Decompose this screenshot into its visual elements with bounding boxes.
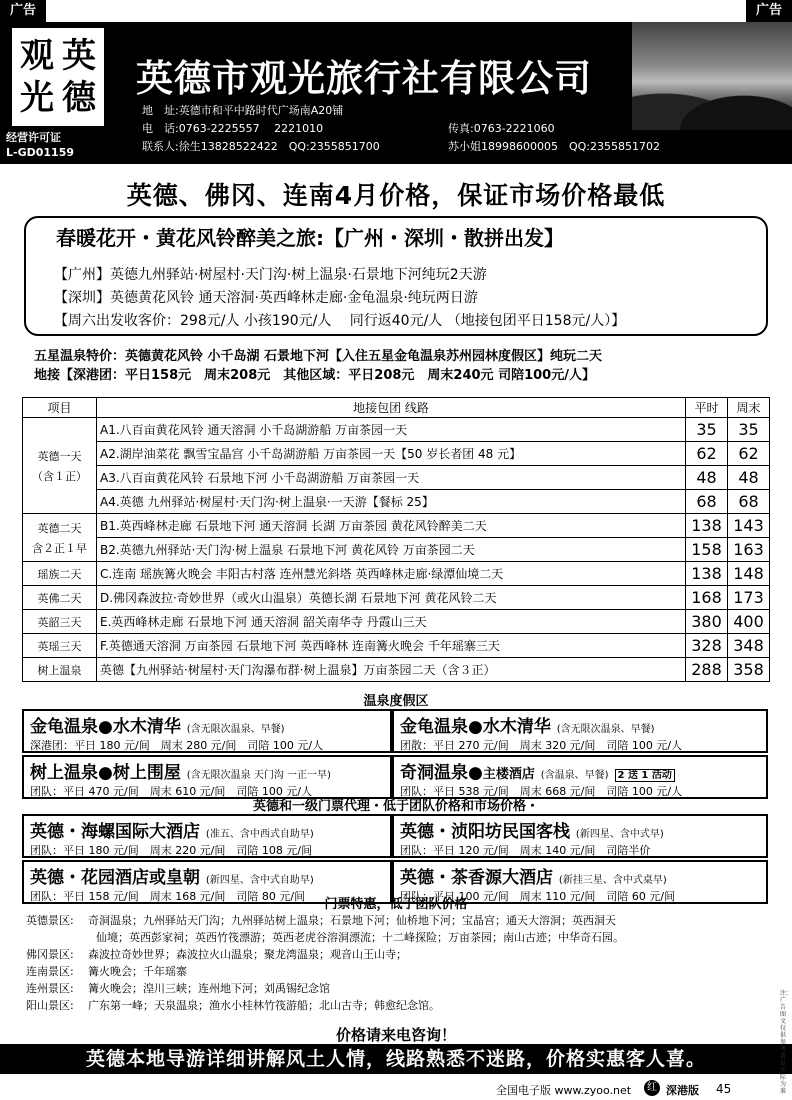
tour-line: 【深圳】英德黄花风铃 通天溶洞·英西峰林走廊·金龟温泉·纯玩两日游 xyxy=(54,290,478,306)
company-logo: 观 英光 德 xyxy=(12,28,104,126)
weekday-price: 138 xyxy=(686,514,728,538)
table-row xyxy=(23,562,770,586)
hot-spring-card: 金龟温泉●水木清华 (含无限次温泉、早餐) 深港团：平日 180 元/间 周末 280 元/间 司陪 100 元/人 xyxy=(22,709,392,753)
hotels-title: 英德和一级门票代理・低于团队价格和市场价格・ xyxy=(252,799,539,814)
contact-1: 联系人:徐生13828522422 QQ:2355851700 xyxy=(142,140,380,153)
contact-2: 苏小姐18998600005 QQ:2355851702 xyxy=(448,140,660,153)
special-offer: 五星温泉特价：英德黄花风铃 小千岛湖 石景地下河【入住五星金龟温泉苏州园林度假区】纯玩二天 xyxy=(34,349,603,364)
route-line: A4.英德 九州驿站·树屋村·天门沟·树上温泉·一天游【餐标 25】 xyxy=(97,490,686,514)
scenery-photo xyxy=(632,22,792,130)
route-group: 英德二天 含２正１早 xyxy=(23,514,97,562)
weekend-price: 143 xyxy=(728,514,770,538)
ticket-row: 连州景区: 篝火晚会；湟川三峡；连州地下河；刘禹锡纪念馆 xyxy=(26,982,330,995)
route-line: B1.英西峰林走廊 石景地下河 通天溶洞 长湖 万亩茶园 黄花风铃醉美二天 xyxy=(97,514,686,538)
route-line: A3.八百亩黄花风铃 石景地下河 小千岛湖游船 万亩茶园一天 xyxy=(97,466,686,490)
fax: 传真:0763-2221060 xyxy=(448,122,555,135)
table-row xyxy=(23,466,770,490)
route-line: D.佛冈森波拉·奇妙世界（或火山温泉）英德长湖 石景地下河 黄花风铃二天 xyxy=(97,586,686,610)
weekday-price: 138 xyxy=(686,562,728,586)
route-price-table xyxy=(22,397,770,682)
ticket-row: 英德景区: 奇洞温泉；九州驿站天门沟；九州驿站树上温泉；石景地下河；仙桥地下河；宝晶宫；通天大溶洞；英西洞天 xyxy=(26,914,616,927)
weekday-price: 288 xyxy=(686,658,728,682)
weekend-price: 62 xyxy=(728,442,770,466)
hotel-card: 英德・浈阳坊民国客栈 (新四星、含中式早) 团队：平日 120 元/间 周末 140 元/间 司陪半价 xyxy=(392,814,768,858)
weekday-price: 380 xyxy=(686,610,728,634)
tickets-title: 门票特惠，低于团队价格 xyxy=(324,897,468,912)
route-line: A2.湖岸油菜花 飘雪宝晶宫 小千岛湖游船 万亩茶园一天【50 岁长者团 48 元】 xyxy=(97,442,686,466)
featured-tour-title: 春暖花开・黄花风铃醉美之旅:【广州・深圳・散拼出发】 xyxy=(56,226,564,250)
ticket-list xyxy=(26,912,766,1014)
col-header: 周末 xyxy=(728,398,770,418)
company-header xyxy=(0,22,792,164)
ticket-row: 阳山景区: 广东第一峰；天泉温泉；渔水小桂林竹筏游船；北山古寺；韩愈纪念馆。 xyxy=(26,999,440,1012)
weekend-price: 173 xyxy=(728,586,770,610)
section-label: 深港版 xyxy=(666,1084,699,1097)
phone: 电 话:0763-2225557 2221010 xyxy=(142,122,324,135)
weekday-price: 62 xyxy=(686,442,728,466)
col-header: 平时 xyxy=(686,398,728,418)
weekend-price: 48 xyxy=(728,466,770,490)
table-row xyxy=(23,538,770,562)
route-group: 英德一天 （含１正） xyxy=(23,418,97,514)
headline: 英德、佛冈、连南4月价格，保证市场价格最低 xyxy=(126,181,666,210)
route-group: 英韶三天 xyxy=(23,610,97,634)
weekday-price: 168 xyxy=(686,586,728,610)
weekday-price: 35 xyxy=(686,418,728,442)
tour-line: 【周六出发收客价：298元/人 小孩190元/人 同行返40元/人 （地接包团平日158元/人）】 xyxy=(54,313,626,329)
hotel-card: 英德・茶香源大酒店 (新挂三星、含中式桌早) 团队：平日 100 元/间 周末 110 元/间 司陪 60 元/间 xyxy=(392,860,768,904)
ad-label-right: 广告 xyxy=(746,0,792,22)
table-row xyxy=(23,418,770,442)
weekday-price: 328 xyxy=(686,634,728,658)
tour-line: 【广州】英德九州驿站·树屋村·天门沟·树上温泉·石景地下河纯玩2天游 xyxy=(54,267,487,283)
weekend-price: 163 xyxy=(728,538,770,562)
route-line: 英德【九州驿站·树屋村·天门沟瀑布群·树上温泉】万亩茶园二天（含３正） xyxy=(97,658,686,682)
table-row xyxy=(23,634,770,658)
table-row xyxy=(23,514,770,538)
company-name: 英德市观光旅行社有限公司 xyxy=(136,56,592,100)
special-offer: 地接【深港团：平日158元 周末208元 其他区域：平日208元 周末240元 司陪100元/人】 xyxy=(34,368,595,383)
route-line: A1.八百亩黄花风铃 通天溶洞 小千岛湖游船 万亩茶园一天 xyxy=(97,418,686,442)
weekend-price: 400 xyxy=(728,610,770,634)
table-row xyxy=(23,586,770,610)
edition-label: 全国电子版 www.zyoo.net xyxy=(496,1084,632,1097)
promo-badge: 2 送 1 活动 xyxy=(615,769,675,782)
ticket-row: 佛冈景区: 森波拉奇妙世界；森波拉火山温泉；聚龙湾温泉；观音山王山寺； xyxy=(26,948,407,961)
page-number: 45 xyxy=(716,1082,732,1096)
route-group: 英瑶三天 xyxy=(23,634,97,658)
weekday-price: 48 xyxy=(686,466,728,490)
weekday-price: 158 xyxy=(686,538,728,562)
featured-tour xyxy=(24,216,768,336)
route-group: 树上温泉 xyxy=(23,658,97,682)
address: 地 址:英德市和平中路时代广场南A20铺 xyxy=(142,104,344,117)
footer-slogan: 英德本地导游详细讲解风土人情，线路熟悉不迷路，价格实惠客人喜。 xyxy=(0,1044,792,1074)
route-line: B2.英德九州驿站·天门沟·树上温泉 石景地下河 黄花风铃 万亩茶园二天 xyxy=(97,538,686,562)
route-group: 英佛二天 xyxy=(23,586,97,610)
license-info: 经营许可证 L-GD01159 xyxy=(6,131,75,159)
weekend-price: 358 xyxy=(728,658,770,682)
col-header: 项目 xyxy=(23,398,97,418)
hot-spring-card: 金龟温泉●水木清华 (含无限次温泉、早餐) 团散：平日 270 元/间 周末 320 元/间 司陪 100 元/人 xyxy=(392,709,768,753)
ticket-row: 连南景区: 篝火晚会；千年瑶寨 xyxy=(26,965,187,978)
hotel-card: 英德・花园酒店或皇朝 (新四星、含中式自助早) 团队：平日 158 元/间 周末 168 元/间 司陪 80 元/间 xyxy=(22,860,392,904)
weekday-price: 68 xyxy=(686,490,728,514)
route-group: 瑶族二天 xyxy=(23,562,97,586)
ticket-row: 仙境；英西彭家祠；英西竹筏漂游；英西老虎谷溶洞漂流；十二峰探险；万亩茶园；南山古迹；中华奇石园。 xyxy=(96,931,624,944)
route-line: C.连南 瑶族篝火晚会 丰阳古村落 连州慧光斜塔 英西峰林走廊·绿潭仙境二天 xyxy=(97,562,686,586)
hot-spring-card: 树上温泉●树上围屋 (含无限次温泉 天门沟 一正一早) 团队：平日 470 元/间 周末 610 元/间 司陪 100 元/人 xyxy=(22,755,392,799)
weekend-price: 148 xyxy=(728,562,770,586)
ad-label-left: 广告 xyxy=(0,0,46,22)
weekend-price: 348 xyxy=(728,634,770,658)
hotel-card: 英德・海螺国际大酒店 (准五、含中西式自助早) 团队：平日 180 元/间 周末 220 元/间 司陪 108 元/间 xyxy=(22,814,392,858)
consult-note: 价格请来电咨询！ xyxy=(335,1026,456,1044)
weekend-price: 68 xyxy=(728,490,770,514)
table-row xyxy=(23,610,770,634)
edition-badge: 红 xyxy=(644,1080,660,1096)
weekend-price: 35 xyxy=(728,418,770,442)
side-disclaimer: 注：广告图文仅供参考请以实际为准 xyxy=(780,990,792,1095)
table-row xyxy=(23,490,770,514)
route-line: E.英西峰林走廊 石景地下河 通天溶洞 韶关南华寺 丹霞山三天 xyxy=(97,610,686,634)
hot-spring-title: 温泉度假区 xyxy=(363,694,429,709)
route-line: F.英德通天溶洞 万亩茶园 石景地下河 英西峰林 连南篝火晚会 千年瑶寨三天 xyxy=(97,634,686,658)
table-row xyxy=(23,442,770,466)
table-row xyxy=(23,658,770,682)
col-header: 地接包团 线路 xyxy=(97,398,686,418)
hot-spring-card: 奇洞温泉●主楼酒店 (含温泉、早餐) 2 送 1 活动 团队：平日 538 元/间 周末 668 元/间 司陪 100 元/人 xyxy=(392,755,768,799)
